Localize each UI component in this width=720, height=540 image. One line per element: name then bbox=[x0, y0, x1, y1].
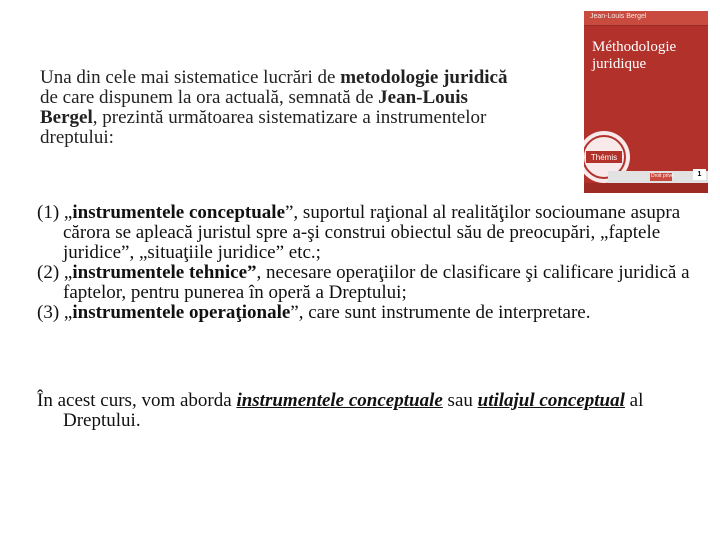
closing-text-2: sau bbox=[442, 390, 478, 411]
list-item-text: ”, care sunt instrumente de interpretare. bbox=[290, 302, 591, 323]
list-item-text: ”, suportul raţional al realităţilor socioumane asupra cărora se apleacă juristul spre a-şi construi obiectul său de preocupări, „faptele juridice”, „situaţiile juridice” etc.; bbox=[63, 202, 681, 263]
intro-text-1: Una din cele mai sistematice lucrări de bbox=[40, 67, 341, 88]
list-item-text: , necesare operaţiilor de clasificare şi calificare juridică a faptelor, pentru punerea în operă a Dreptului; bbox=[63, 262, 690, 303]
intro-text-2: de care dispunem la ora actuală, semnată de bbox=[40, 87, 379, 108]
cover-title bbox=[592, 39, 702, 73]
intro-bold-author: Jean-Louis Bergel bbox=[40, 87, 468, 128]
cover-series-label: Droit privé bbox=[651, 173, 674, 179]
instruments-list bbox=[37, 203, 697, 323]
closing-emphasis-1: instrumentele conceptuale bbox=[236, 390, 443, 411]
list-item-prefix: (2) „ bbox=[37, 262, 73, 283]
list-item-bold: instrumentele operaţionale bbox=[72, 302, 291, 323]
book-cover-image bbox=[584, 11, 708, 193]
closing-paragraph bbox=[37, 391, 720, 431]
list-item bbox=[37, 263, 697, 303]
closing-text-1: În acest curs, vom aborda bbox=[37, 390, 237, 411]
intro-bold-methodology: metodologie juridică bbox=[340, 67, 508, 88]
cover-bottom-band bbox=[584, 183, 708, 193]
cover-title-line-2: juridique bbox=[592, 56, 647, 72]
cover-badge-text: Thémis bbox=[590, 153, 618, 162]
list-item-prefix: (1) „ bbox=[37, 202, 73, 223]
closing-text-3: al Dreptului. bbox=[63, 390, 644, 431]
list-item bbox=[37, 203, 697, 263]
cover-number: 1 bbox=[693, 169, 706, 180]
intro-paragraph bbox=[40, 68, 530, 148]
list-item-bold: instrumentele tehnice” bbox=[72, 262, 257, 283]
list-item-prefix: (3) „ bbox=[37, 302, 73, 323]
list-item bbox=[37, 303, 697, 323]
intro-text-3: , prezintă următoarea sistematizare a instrumentelor dreptului: bbox=[40, 107, 487, 148]
cover-title-line-1: Méthodologie bbox=[592, 39, 677, 55]
cover-author: Jean-Louis Bergel bbox=[590, 13, 647, 20]
list-item-bold: instrumentele conceptuale bbox=[72, 202, 285, 223]
closing-emphasis-2: utilajul conceptual bbox=[477, 390, 625, 411]
